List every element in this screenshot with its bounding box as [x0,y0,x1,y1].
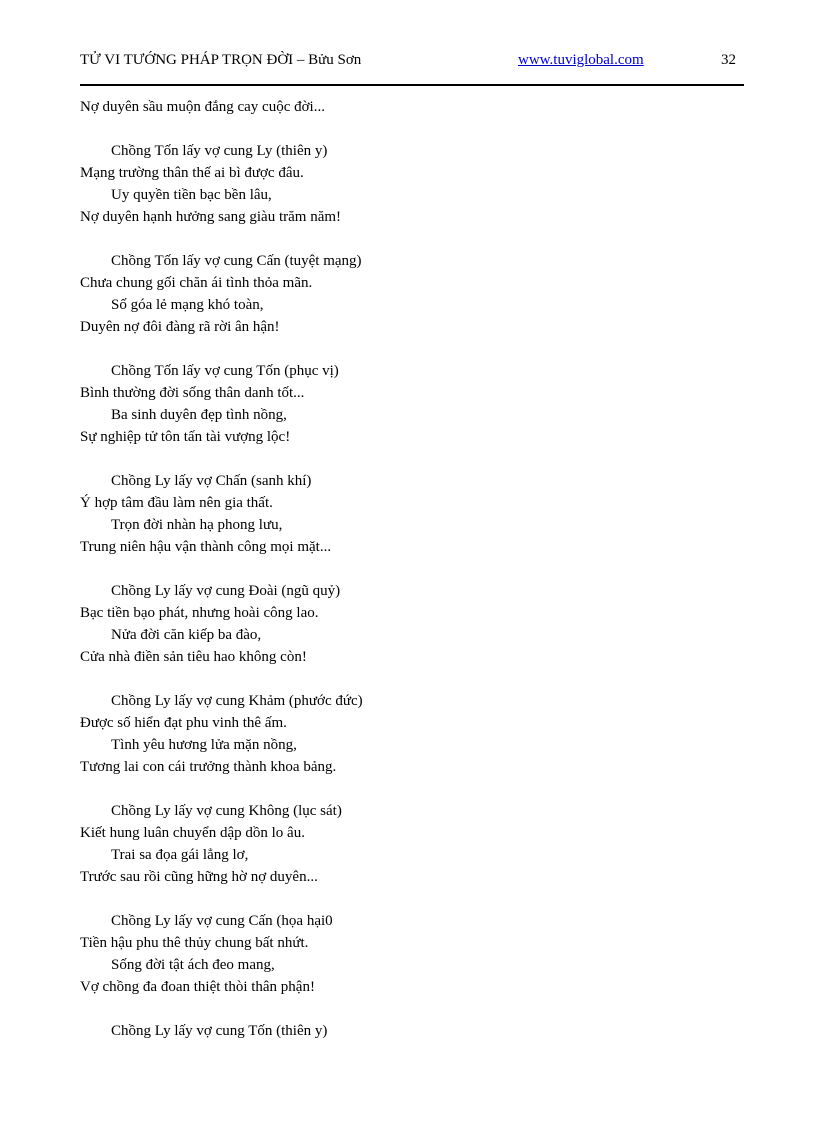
verse-line: Chồng Ly lấy vợ cung Khảm (phước đức) [111,693,363,709]
verse-line: Kiết hung luân chuyển dập dồn lo âu. [80,825,305,841]
verse-line: Sự nghiệp tử tôn tấn tài vượng lộc! [80,429,291,445]
verse-line: Tình yêu hương lửa mặn nồng, [111,737,297,753]
verse-line: Tiền hậu phu thê thủy chung bất nhứt. [80,935,309,951]
stanza-gap [80,888,744,910]
verse-line: Trước sau rồi cũng hững hờ nợ duyên... [80,869,318,885]
stanza [80,470,744,558]
stanza [80,800,744,888]
verse-line: Trai sa đọa gái lẳng lơ, [111,847,249,863]
verse-line: Trọn đời nhàn hạ phong lưu, [111,517,283,533]
stanza [80,250,744,338]
document-title: TỬ VI TƯỚNG PHÁP TRỌN ĐỜI – Bửu Sơn [80,52,362,68]
verse-line: Chồng Ly lấy vợ cung Không (lục sát) [111,803,342,819]
verse-line: Chồng Ly lấy vợ cung Đoài (ngũ quỷ) [111,583,341,599]
stanza [80,140,744,228]
stanza-gap [80,448,744,470]
verse-line: Chưa chung gối chăn ái tình thỏa mãn. [80,275,313,291]
stanza-gap [80,118,744,140]
intro-line: Nợ duyên sầu muộn đắng cay cuộc đời... [80,99,325,115]
verse-line: Duyên nợ đôi đàng rã rời ân hận! [80,319,280,335]
stanza-gap [80,778,744,800]
website-link[interactable]: www.tuviglobal.com [518,52,644,68]
stanza-list [80,118,744,1042]
verse-line: Cửa nhà điền sản tiêu hao không còn! [80,649,307,665]
stanza [80,910,744,998]
stanza-gap [80,558,744,580]
verse-line: Sống đời tật ách đeo mang, [111,957,275,973]
verse-line: Tương lai con cái trưởng thành khoa bảng. [80,759,337,775]
verse-line: Bạc tiền bạo phát, nhưng hoài công lao. [80,605,319,621]
verse-line: Chồng Ly lấy vợ cung Cấn (họa hại0 [111,913,333,929]
stanza [80,690,744,778]
stanza-gap [80,668,744,690]
verse-line: Mạng trường thân thế ai bì được đâu. [80,165,304,181]
verse-line: Được số hiển đạt phu vinh thê ấm. [80,715,287,731]
verse-line: Nợ duyên hạnh hưởng sang giàu trăm năm! [80,209,342,225]
verse-line: Nửa đời căn kiếp ba đào, [111,627,262,643]
verse-line: Số góa lẻ mạng khó toàn, [111,297,264,313]
verse-line: Chồng Tốn lấy vợ cung Cấn (tuyệt mạng) [111,253,362,269]
page-header [80,52,744,76]
poem-body [80,96,744,1042]
verse-line: Chồng Tốn lấy vợ cung Ly (thiên y) [111,143,328,159]
verse-line: Chồng Ly lấy vợ Chấn (sanh khí) [111,473,312,489]
stanza [80,1020,744,1042]
verse-line: Uy quyền tiền bạc bền lâu, [111,187,272,203]
verse-line: Vợ chồng đa đoan thiệt thòi thân phận! [80,979,315,995]
verse-line: Chồng Ly lấy vợ cung Tốn (thiên y) [111,1023,328,1039]
page-number: 32 [721,52,736,68]
verse-line: Bình thường đời sống thân danh tốt... [80,385,305,401]
verse-line: Ba sinh duyên đẹp tình nồng, [111,407,287,423]
verse-line: Chồng Tốn lấy vợ cung Tốn (phục vị) [111,363,339,379]
verse-line: Ý hợp tâm đầu làm nên gia thất. [80,495,273,511]
header-divider [80,84,744,86]
stanza-gap [80,338,744,360]
stanza-gap [80,228,744,250]
stanza [80,360,744,448]
verse-line: Trung niên hậu vận thành công mọi mặt... [80,539,332,555]
stanza [80,580,744,668]
stanza-gap [80,998,744,1020]
